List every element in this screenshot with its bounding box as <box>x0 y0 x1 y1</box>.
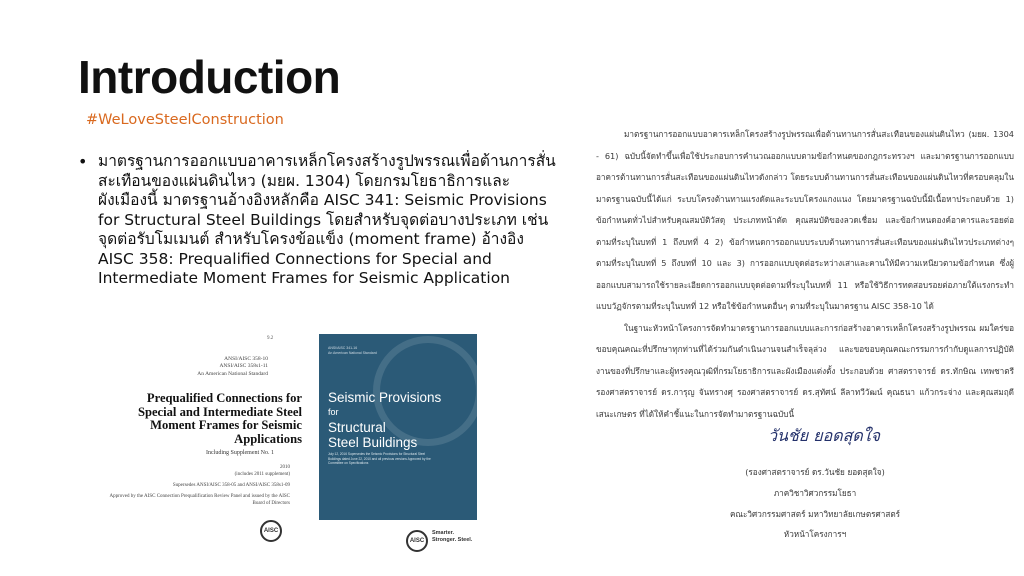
book-title-line1: Seismic Provisions <box>328 390 442 405</box>
year-note: (includes 2011 supplement) <box>234 472 290 477</box>
supplement-label: Including Supplement No. 1 <box>206 450 274 456</box>
signer-role: หัวหน้าโครงการฯ <box>783 529 847 539</box>
code-341: ANSI/AISC 341-16 <box>328 346 358 350</box>
aisc-seal-icon: AISC <box>260 520 282 542</box>
book-title-for: for <box>328 407 339 417</box>
preface-text <box>596 124 1014 425</box>
signer-department: ภาควิชาวิศวกรรมโยธา <box>773 488 857 498</box>
standard-label: An American National Standard <box>328 351 377 355</box>
preface-paragraph-1: มาตรฐานการออกแบบอาคารเหล็กโครงสร้างรูปพรรณเพื่อต้านทานการสั่นสะเทือนของแผ่นดินไหว (มยผ. 1304 - 61) ฉบับนี้จัดทำขึ้นเพื่อใช้ประกอบการคำนวณออกแบบตามข้อกำหนดของกฎกระทรวงฯ และมาตรฐานการออกแบบอาคารต้านทานการสั่นสะเทือนของแผ่นดินไหวดังกล่าว โดยระบบต้านทานการสั่นสะเทือนของแผ่นดินไหวที่ครอบคลุมในมาตรฐานฉบับนี้ได้แก่ ระบบโครงต้านทานแรงดัดและระบบโครงแกงแนง โดยมาตรฐานฉบับนี้มีเนื้อหาประกอบด้วย 1) ข้อกำหนดทั่วไปสำหรับคุณสมบัติวัสดุ ประเภทหน้าตัด คุณสมบัติของลวดเชื่อม และข้อกำหนดองค์อาคารและรอยต่อ ตามที่ระบุในบทที่ 1 ถึงบทที่ 4 2) ข้อกำหนดการออกแบบระบบต้านทานการสั่นสะเทือนของแผ่นดินไหวประเภทต่างๆ ตามที่ระบุในบทที่ 5 ถึงบทที่ 10 และ 3) การออกแบบจุดต่อระหว่างเสาและคานให้มีความเหนียวตามข้อกำหนด ซึ่งผู้ออกแบบสามารถใช้รายละเอียดการออกแบบจุดต่อตามที่ระบุในบทที่ 11 หรือใช้วิธีการทดสอบรอยต่อภายใต้แรงกระทำแบบวัฏจักรตามที่ระบุในบทที่ 12 หรือใช้ข้อกำหนดอื่นๆ ตามที่ระบุในมาตรฐาน AISC 358-10 ได้ <box>596 129 1014 311</box>
supersedes-note: Supersedes ANSI/AISC 358-05 and ANSI/AISC 358s1-09 <box>172 483 290 488</box>
signer-name: (รองศาสตราจารย์ ดร.วันชัย ยอดสุดใจ) <box>745 467 885 477</box>
handwritten-signature: วันชัย ยอดสุดใจ <box>768 426 880 445</box>
hashtag: #WeLoveSteelConstruction <box>86 112 284 128</box>
publication-info <box>100 464 290 507</box>
aisc358-cover-image <box>96 330 306 550</box>
book-description: July 12, 2016 Supersedes the Seismic Provisions for Structural Steel Buildings dated June 22, 2010 and all previous versions Approved by the Committee on Specifications <box>328 452 431 465</box>
aisc-seal-icon: AISC <box>406 530 428 552</box>
bullet-item <box>78 152 558 289</box>
bullet-dot-icon: • <box>78 152 88 171</box>
book-code <box>328 346 377 356</box>
slide-title: Introduction <box>78 51 341 103</box>
code-358s1: ANSI/AISC 358s1-11 <box>219 363 268 369</box>
tagline: Smarter. Stronger. Steel. <box>432 530 473 543</box>
year: 2010 <box>280 465 290 470</box>
preface-paragraph-2: ในฐานะหัวหน้าโครงการจัดทำมาตรฐานการออกแบบและการก่อสร้างอาคารเหล็กโครงสร้างรูปพรรณ ผมใคร่ขอขอบคุณคณะที่ปรึกษาทุกท่านที่ได้ร่วมกันดำเนินงานจนสำเร็จลุล่วง และขอขอบคุณคณะกรรมการกำกับดูแลการปฏิบัติงานของที่ปรึกษาและผู้ทรงคุณวุฒิที่กรมโยธาธิการและผังเมืองแต่งตั้ง ประกอบด้วย ศาสตราจารย์ ดร.ทักษิณ เทพชาตรี รองศาสตราจารย์ ดร.การุญ จันทรางศุ รองศาสตราจารย์ ดร.สุทัศน์ ลีลาทวีวัฒน์ คุณธนา แก้วกระจ่าง และคุณสมฤดี เสนะเกษตร ที่ได้ให้คำชี้แนะในการจัดทำมาตรฐานฉบับนี้ <box>596 322 1014 419</box>
approval-note: Approved by the AISC Connection Prequalification Review Panel and issued by the AISC Board of Directors <box>109 494 290 506</box>
aisc341-cover-image <box>319 334 477 560</box>
page-number: 9.2 <box>267 336 274 341</box>
code-358: ANSI/AISC 358-10 <box>224 356 268 362</box>
book-title <box>328 390 468 450</box>
book-title-line2: Structural <box>328 420 386 435</box>
signer-faculty: คณะวิศวกรรมศาสตร์ มหาวิทยาลัยเกษตรศาสตร์ <box>729 509 901 519</box>
bullet-text: มาตรฐานการออกแบบอาคารเหล็กโครงสร้างรูปพรรณเพื่อต้านการสั่นสะเทือนของแผ่นดินไหว (มยผ. 1304) โดยกรมโยธาธิการและผังเมืองนี้ มาตรฐานอ้างอิงหลักคือ AISC 341: Seismic Provisions for Structural Steel Buildings โดยสำหรับจุดต่อบางประเภท เช่น จุดต่อรับโมเมนต์ สำหรับโครงข้อแข็ง (moment frame) อ้างอิง AISC 358: Prequalified Connections for Special and Intermediate Moment Frames for Seismic Application <box>98 152 556 287</box>
standard-label: An American National Standard <box>197 371 268 377</box>
book-title-line3: Steel Buildings <box>328 435 418 450</box>
aisc358-title: Prequalified Connections for Special and Intermediate Steel Moment Frames for Seismic Applications <box>137 391 302 446</box>
